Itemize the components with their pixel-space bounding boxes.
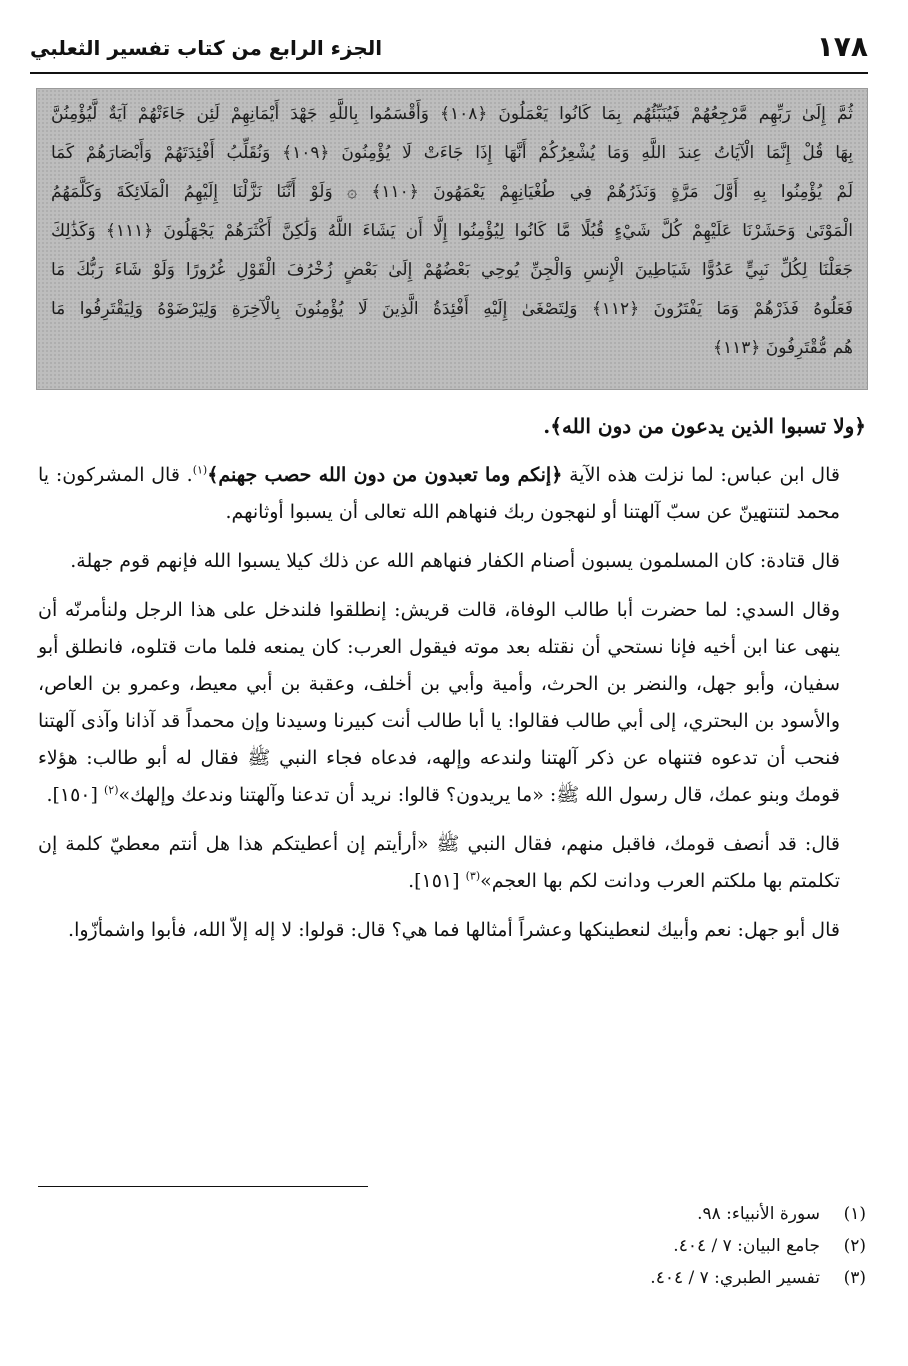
paragraph-suddi (38, 592, 866, 814)
footnote-item (40, 1230, 866, 1262)
paragraph-prophet-reply (38, 826, 866, 900)
paragraph-text: قال ابن عباس: لما نزلت هذه الآية (569, 464, 840, 486)
footnote-item (40, 1198, 866, 1230)
quran-verses-box (36, 88, 868, 390)
footnote-item (40, 1262, 866, 1294)
footnotes (40, 1198, 866, 1294)
footnote-marker: (١) (192, 463, 208, 477)
page-header (30, 30, 868, 74)
footnote-marker: (٣) (465, 869, 481, 883)
quoted-verse: ﴿إنكم وما تعبدون من دون الله حصب جهنم﴾ (207, 464, 563, 486)
paragraph-text: وقال السدي: لما حضرت أبا طالب الوفاة، قالت قريش: إنطلقوا فلندخل على هذا الرجل ولنأمرنّه أن ينهى عنا ابن أخيه فإنا نستحي أن نقتله بعد موته فيقول العرب: كان يمنعه فلما مات قتلوه، فانطلق أبو سفيان، وأبو جهل، والنضر بن الحرث، وأمية وأبي بن أخلف، وعقبة بن أبي معيط، وعمرو بن العاص، والأسود بن البحتري، إلى أبي طالب فقالوا: يا أبا طالب أنت كبيرنا وسيدنا وإن محمداً قد آذانا وآذى آلهتنا فنحب أن تدعوه فتنهاه عن ذكر آلهتنا ولندعه وإلهه، فدعاه فجاء النبي ﷺ فقال له أبو طالب: هؤلاء قومك وبنو عمك، قال رسول الله ﷺ: «ما يريدون؟ قالوا: نريد أن تدعنا وآلهتنا وندعك وإلهك» (38, 599, 840, 806)
running-title: الجزء الرابع من كتاب تفسير الثعلبي (30, 36, 383, 60)
quran-line: بِهَا قُلْ إِنَّمَا الْآيَاتُ عِندَ اللَّهِ وَمَا يُشْعِرُكُمْ أَنَّهَا إِذَا جَاءَتْ لَا يُؤْمِنُونَ ﴿١٠٩﴾ وَنُقَلِّبُ أَفْئِدَتَهُمْ وَأَبْصَارَهُمْ كَمَا (51, 143, 853, 163)
footnote-text: جامع البيان: ٧ / ٤٠٤. (673, 1236, 820, 1256)
quran-line: فَعَلُوهُ فَذَرْهُمْ وَمَا يَفْتَرُونَ ﴿١١٢﴾ وَلِتَصْغَىٰ إِلَيْهِ أَفْئِدَةُ الَّذِينَ لَا يُؤْمِنُونَ بِالْآخِرَةِ وَلِيَرْضَوْهُ وَلِيَقْتَرِفُوا مَا (51, 299, 853, 319)
quran-line: هُم مُّقْتَرِفُونَ ﴿١١٣﴾ (712, 338, 853, 358)
paragraph-abu-jahl: قال أبو جهل: نعم وأبيك لنعطينكها وعشراً أمثالها فما هي؟ قال: قولوا: لا إله إلاّ الله، فأبوا واشمأزّوا. (68, 919, 840, 941)
footnote-marker: (٢) (103, 783, 119, 797)
quran-line: جَعَلْنَا لِكُلِّ نَبِيٍّ عَدُوًّا شَيَاطِينَ الْإِنسِ وَالْجِنِّ يُوحِي بَعْضُهُمْ إِلَىٰ بَعْضٍ زُخْرُفَ الْقَوْلِ غُرُورًا وَلَوْ شَاءَ رَبُّكَ مَا (51, 260, 853, 280)
hadith-reference: [١٥٠]. (46, 784, 104, 806)
quran-line: الْمَوْتَىٰ وَحَشَرْنَا عَلَيْهِمْ كُلَّ شَيْءٍ قُبُلًا مَّا كَانُوا لِيُؤْمِنُوا إِلَّا أَن يَشَاءَ اللَّهُ وَلَٰكِنَّ أَكْثَرَهُمْ يَجْهَلُونَ ﴿١١١﴾ وَكَذَٰلِكَ (51, 221, 853, 241)
footnote-number: (٢) (843, 1236, 866, 1256)
quran-line: لَمْ يُؤْمِنُوا بِهِ أَوَّلَ مَرَّةٍ وَنَذَرُهُمْ فِي طُغْيَانِهِمْ يَعْمَهُونَ ﴿١١٠﴾ ۞ وَلَوْ أَنَّنَا نَزَّلْنَا إِلَيْهِمُ الْمَلَائِكَةَ وَكَلَّمَهُمُ (51, 182, 853, 202)
quran-line: ثُمَّ إِلَىٰ رَبِّهِم مَّرْجِعُهُمْ فَيُنَبِّئُهُم بِمَا كَانُوا يَعْمَلُونَ ﴿١٠٨﴾ وَأَقْسَمُوا بِاللَّهِ جَهْدَ أَيْمَانِهِمْ لَئِن جَاءَتْهُمْ آيَةٌ لَّيُؤْمِنُنَّ (51, 104, 853, 124)
footnote-divider (38, 1186, 368, 1187)
paragraph-qatada: قال قتادة: كان المسلمون يسبون أصنام الكفار فنهاهم الله عن ذلك كيلا يسبوا الله فإنهم قوم جهلة. (70, 550, 840, 572)
footnote-number: (١) (843, 1204, 866, 1224)
section-heading: ﴿ولا تسبوا الذين يدعون من دون الله﴾. (543, 414, 866, 438)
paragraph-ibn-abbas (38, 457, 866, 531)
hadith-reference: [١٥١]. (408, 870, 466, 892)
footnote-text: سورة الأنبياء: ٩٨. (697, 1204, 820, 1224)
commentary-body (38, 408, 866, 961)
footnote-text: تفسير الطبري: ٧ / ٤٠٤. (650, 1268, 820, 1288)
footnote-number: (٣) (843, 1268, 866, 1288)
paragraph-text: قال: قد أنصف قومك، فاقبل منهم، فقال النبي ﷺ «أرأيتم إن أعطيتكم هذا هل أنتم معطيّ كلمة إن تكلمتم بها ملكتم العرب ودانت لكم بها العجم» (38, 833, 840, 892)
paragraph-text: . قال المشركون: يا محمد لتنتهينّ عن سبّ آلهتنا أو لنهجون ربك فنهاهم الله تعالى أن يسبوا أوثانهم. (38, 464, 840, 523)
page-number: ١٧٨ (816, 30, 868, 63)
